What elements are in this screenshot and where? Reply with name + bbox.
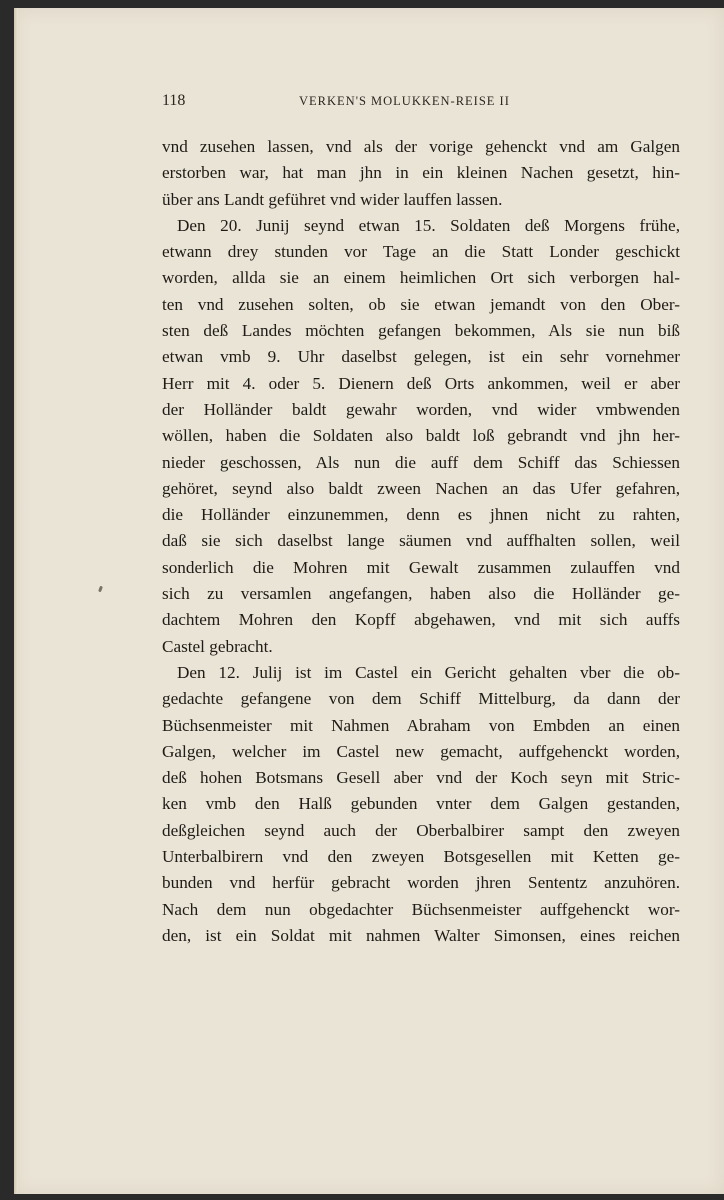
text-line: ken vmb den Halß gebunden vnter dem Galgen gestanden, [162, 794, 680, 814]
text-line: Den 20. Junij seynd etwan 15. Soldaten deß Morgens frühe, [177, 215, 680, 235]
text-line: Unterbalbirern vnd den zweyen Botsgesellen mit Ketten ge- [162, 847, 680, 867]
text-line: sonderlich die Mohren mit Gewalt zusammen zulauffen vnd [162, 557, 680, 577]
text-line: den, ist ein Soldat mit nahmen Walter Simonsen, eines reichen [162, 925, 680, 945]
text-line: etwann drey stunden vor Tage an die Statt Londer geschickt [162, 242, 680, 262]
page-edge-shadow [14, 8, 18, 1194]
text-line: deßgleichen seynd auch der Oberbalbirer sampt den zweyen [162, 820, 680, 840]
paragraph [162, 213, 680, 660]
text-line: erstorben war, hat man jhn in ein kleinen Nachen gesetzt, hin- [162, 163, 680, 183]
text-line: gehöret, seynd also baldt zween Nachen an das Ufer gefahren, [162, 478, 680, 498]
text-line: sich zu versamlen angefangen, haben also die Holländer ge- [162, 584, 680, 604]
text-line: bunden vnd herfür gebracht worden jhren Sententz anzuhören. [162, 873, 680, 893]
text-line: über ans Landt geführet vnd wider lauffen lassen. [162, 189, 503, 209]
text-line: ten vnd zusehen solten, ob sie etwan jemandt von den Ober- [162, 294, 680, 314]
text-line: Herr mit 4. oder 5. Dienern deß Orts ankommen, weil er aber [162, 373, 680, 393]
text-line: dachtem Mohren den Kopff abgehawen, vnd mit sich auffs [162, 610, 680, 630]
running-title: VERKEN'S MOLUKKEN-REISE II [299, 94, 510, 108]
paragraph [162, 660, 680, 949]
text-line: Galgen, welcher im Castel new gemacht, auffgehenckt worden, [162, 741, 680, 761]
body-text [162, 134, 680, 949]
text-line: etwan vmb 9. Uhr daselbst gelegen, ist ein sehr vornehmer [162, 347, 680, 367]
text-line: vnd zusehen lassen, vnd als der vorige gehenckt vnd am Galgen [162, 137, 680, 156]
text-line: Den 12. Julij ist im Castel ein Gericht gehalten vber die ob- [177, 662, 680, 682]
text-line: der Holländer baldt gewahr worden, vnd wider vmbwenden [162, 399, 680, 419]
text-line: deß hohen Botsmans Gesell aber vnd der Koch seyn mit Stric- [162, 768, 680, 788]
text-line: sten deß Landes möchten gefangen bekommen, Als sie nun biß [162, 321, 680, 341]
text-line: daß sie sich daselbst lange säumen vnd auffhalten sollen, weil [162, 531, 680, 551]
text-line: Nach dem nun obgedachter Büchsenmeister auffgehenckt wor- [162, 899, 680, 919]
text-line: worden, allda sie an einem heimlichen Ort sich verborgen hal- [162, 268, 680, 288]
paragraph [162, 134, 680, 213]
text-line: die Holländer einzunemmen, denn es jhnen nicht zu rahten, [162, 505, 680, 525]
text-line: Castel gebracht. [162, 636, 273, 656]
text-line: gedachte gefangene von dem Schiff Mittelburg, da dann der [162, 689, 680, 709]
text-line: wöllen, haben die Soldaten also baldt loß gebrandt vnd jhn her- [162, 426, 680, 446]
page-number: 118 [162, 92, 186, 109]
text-line: Büchsenmeister mit Nahmen Abraham von Embden an einen [162, 715, 680, 735]
page-header [162, 92, 682, 114]
text-line: nieder geschossen, Als nun die auff dem Schiff das Schiessen [162, 452, 680, 472]
